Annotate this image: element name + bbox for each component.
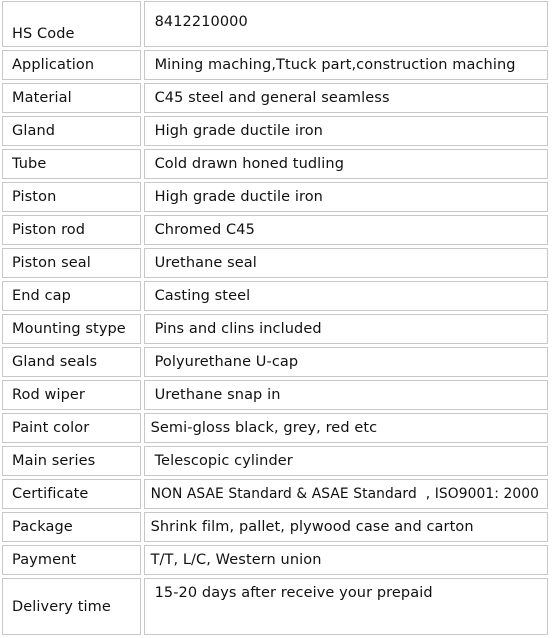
table-row	[2, 116, 548, 146]
row-label: Tube	[2, 149, 141, 179]
row-label: Payment	[2, 545, 141, 575]
table-row	[2, 314, 548, 344]
table-row	[2, 281, 548, 311]
row-label: Main series	[2, 446, 141, 476]
row-label: Mounting stype	[2, 314, 141, 344]
row-value: Chromed C45	[144, 215, 548, 245]
row-value: Casting steel	[144, 281, 548, 311]
row-label: Delivery time	[2, 578, 141, 635]
row-label: Piston rod	[2, 215, 141, 245]
row-label: Gland seals	[2, 347, 141, 377]
row-label: Piston seal	[2, 248, 141, 278]
table-row	[2, 347, 548, 377]
row-label: Piston	[2, 182, 141, 212]
row-label: End cap	[2, 281, 141, 311]
row-value: Urethane snap in	[144, 380, 548, 410]
row-value: Pins and clins included	[144, 314, 548, 344]
table-row	[2, 413, 548, 443]
row-label: Rod wiper	[2, 380, 141, 410]
table-row	[2, 380, 548, 410]
row-value: High grade ductile iron	[144, 116, 548, 146]
table-row	[2, 248, 548, 278]
row-value: Telescopic cylinder	[144, 446, 548, 476]
table-row	[2, 446, 548, 476]
row-label: Application	[2, 50, 141, 80]
row-value: Semi-gloss black, grey, red etc	[144, 413, 548, 443]
row-label: Package	[2, 512, 141, 542]
row-value: Polyurethane U-cap	[144, 347, 548, 377]
table-row	[2, 83, 548, 113]
row-value: Mining maching,Ttuck part,construction maching	[144, 50, 548, 80]
row-value: Cold drawn honed tudling	[144, 149, 548, 179]
row-value: High grade ductile iron	[144, 182, 548, 212]
table-row	[2, 182, 548, 212]
table-row	[2, 512, 548, 542]
table-row	[2, 215, 548, 245]
table-row	[2, 50, 548, 80]
row-value: Shrink film, pallet, plywood case and carton	[144, 512, 548, 542]
row-label: Paint color	[2, 413, 141, 443]
table-row	[2, 1, 548, 47]
row-value: T/T, L/C, Western union	[144, 545, 548, 575]
row-value: 15-20 days after receive your prepaid	[144, 578, 548, 635]
row-value: NON ASAE Standard & ASAE Standard , ISO9001: 2000	[144, 479, 548, 509]
table-row	[2, 479, 548, 509]
row-value: 8412210000	[144, 1, 548, 47]
row-value: Urethane seal	[144, 248, 548, 278]
table-row	[2, 149, 548, 179]
row-label: Material	[2, 83, 141, 113]
row-label: Certificate	[2, 479, 141, 509]
row-label: HS Code	[2, 1, 141, 47]
row-label: Gland	[2, 116, 141, 146]
row-value: C45 steel and general seamless	[144, 83, 548, 113]
table-row	[2, 578, 548, 635]
table-row	[2, 545, 548, 575]
